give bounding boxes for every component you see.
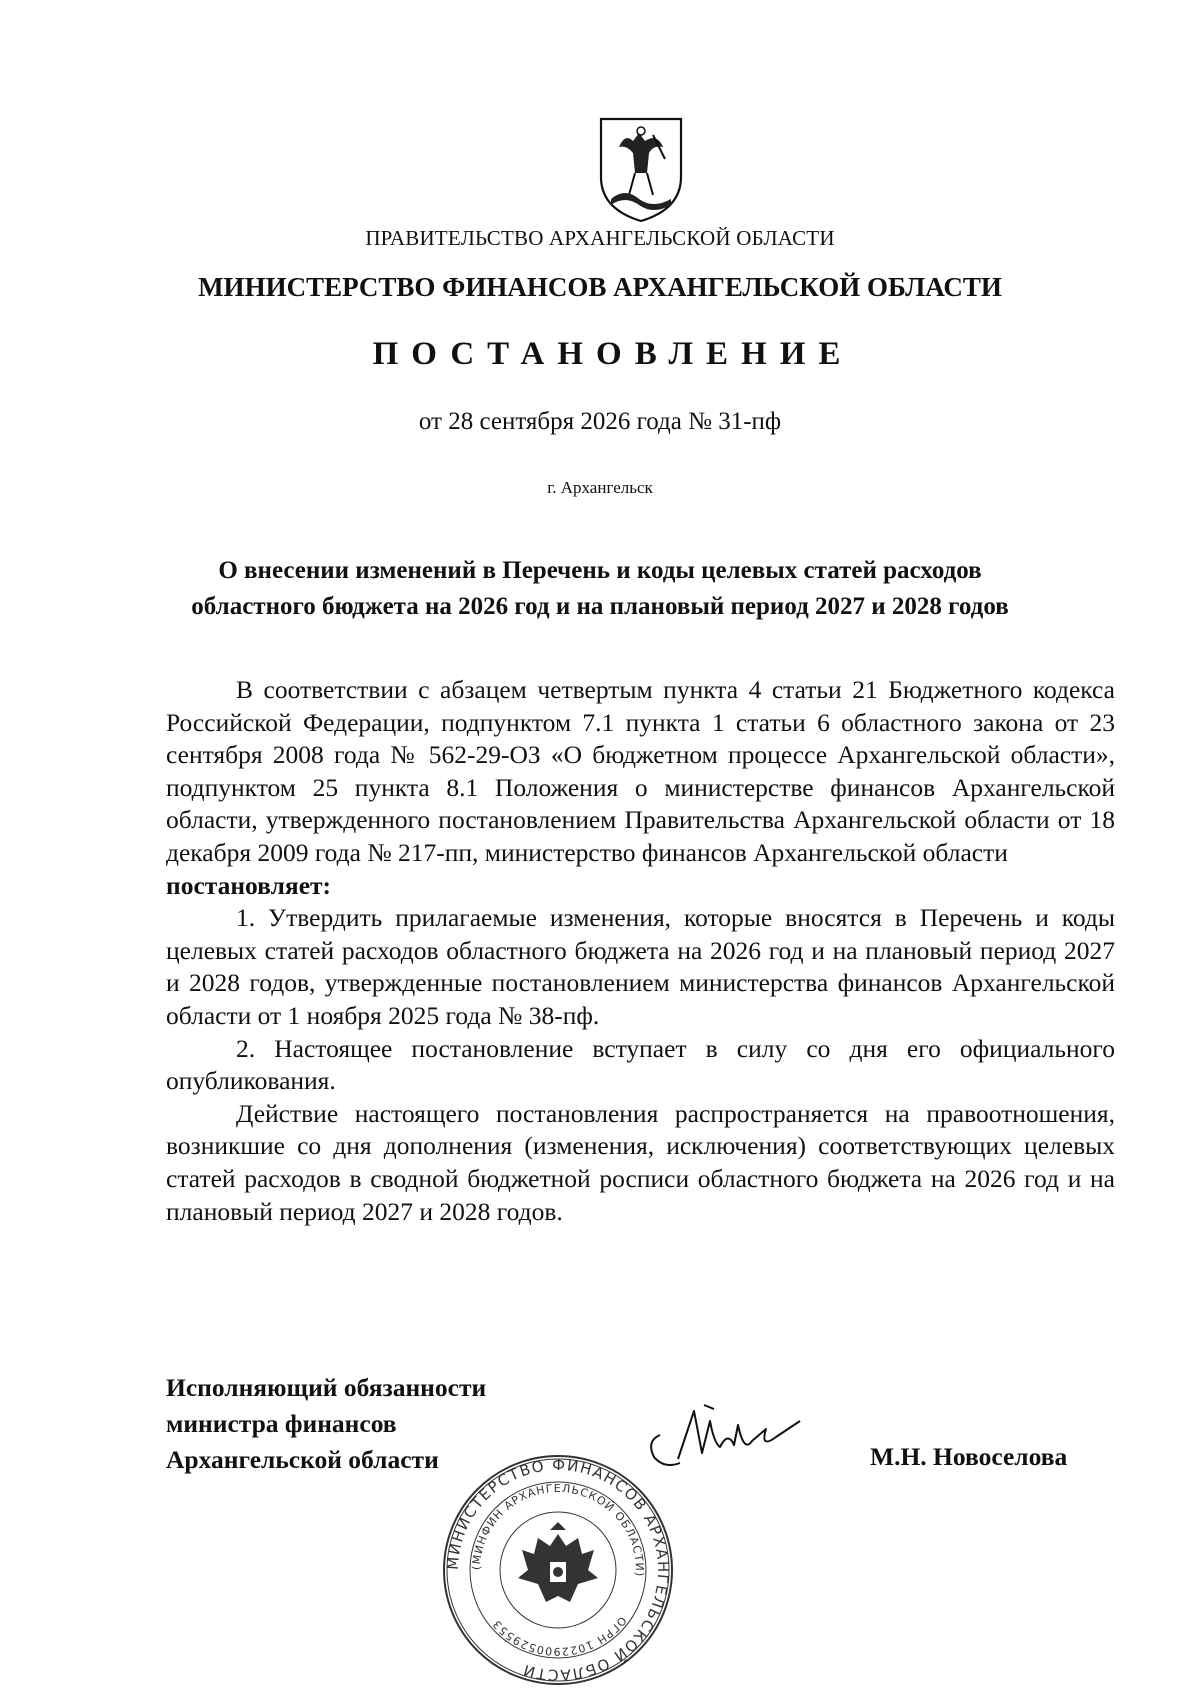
item-1-paragraph: 1. Утвердить прилагаемые изменения, которые вносятся в Перечень и коды целевых статей расходов областного бюджета на 2026 год и на плановый период 2027 и 2028 годов, утвержденные постановлением министерства финансов Архангельской области от 1 ноября 2025 года № 38-пф. — [166, 903, 1115, 1030]
document-city: г. Архангельск — [547, 478, 653, 497]
subject-line-2: областного бюджета на 2026 год и на плановый период 2027 и 2028 годов — [191, 593, 1009, 620]
item-2-extra-paragraph: Действие настоящего постановления распространяется на правоотношения, возникшие со дня дополнения (изменения, исключения) соответствующих целевых статей расходов в сводной бюджетной росписи областного бюджета на 2026 год и на плановый период 2027 и 2028 годов. — [166, 1098, 1115, 1226]
seal-ogrn-text: ОГРН 1022900529553 — [489, 1614, 629, 1659]
seal-outer-text: МИНИСТЕРСТВО ФИНАНСОВ АРХАНГЕЛЬСКОЙ ОБЛАСТИ — [443, 1455, 673, 1685]
signatory-title-line-1: Исполняющий обязанности — [166, 1373, 487, 1402]
document-subject — [0, 553, 1200, 625]
document-body — [166, 674, 1115, 1228]
coat-of-arms-icon — [595, 115, 687, 225]
svg-text:ОГРН 1022900529553 — [490, 1614, 629, 1658]
signatory-title-line-2: министра финансов — [166, 1409, 397, 1438]
item-2-paragraph: 2. Настоящее постановление вступает в силу со дня его официального опубликования. — [166, 1033, 1115, 1096]
signatory-title-line-3: Архангельской области — [166, 1445, 439, 1474]
official-seal-stamp — [438, 1450, 678, 1690]
seal-inner-text: (МИНФИН АРХАНГЕЛЬСКОЙ ОБЛАСТИ) — [469, 1481, 647, 1578]
resolves-word: постановляет: — [166, 870, 332, 900]
double-headed-eagle-icon — [518, 1522, 598, 1602]
document-type-title: ПОСТАНОВЛЕНИЕ — [372, 336, 854, 372]
ministry-heading: МИНИСТЕРСТВО ФИНАНСОВ АРХАНГЕЛЬСКОЙ ОБЛАСТИ — [198, 272, 1002, 302]
signatory-name: М.Н. Новоселова — [870, 1442, 1068, 1471]
subject-line-1: О внесении изменений в Перечень и коды целевых статей расходов — [218, 557, 982, 584]
preamble-paragraph: В соответствии с абзацем четвертым пункта 4 статьи 21 Бюджетного кодекса Российской Федерации, подпунктом 7.1 пункта 1 статьи 6 областного закона от 23 сентября 2008 года № 562-29-ОЗ «О бюджетном процессе Архангельской области», подпунктом 25 пункта 8.1 Положения о министерстве финансов Архангельской области, утвержденного постановлением Правительства Архангельской области от 18 декабря 2009 года № 217-пп, министерство финансов Архангельской области — [166, 675, 1115, 867]
document-date-number: от 28 сентября 2026 года № 31-пф — [418, 408, 782, 435]
government-heading: ПРАВИТЕЛЬСТВО АРХАНГЕЛЬСКОЙ ОБЛАСТИ — [365, 226, 835, 250]
